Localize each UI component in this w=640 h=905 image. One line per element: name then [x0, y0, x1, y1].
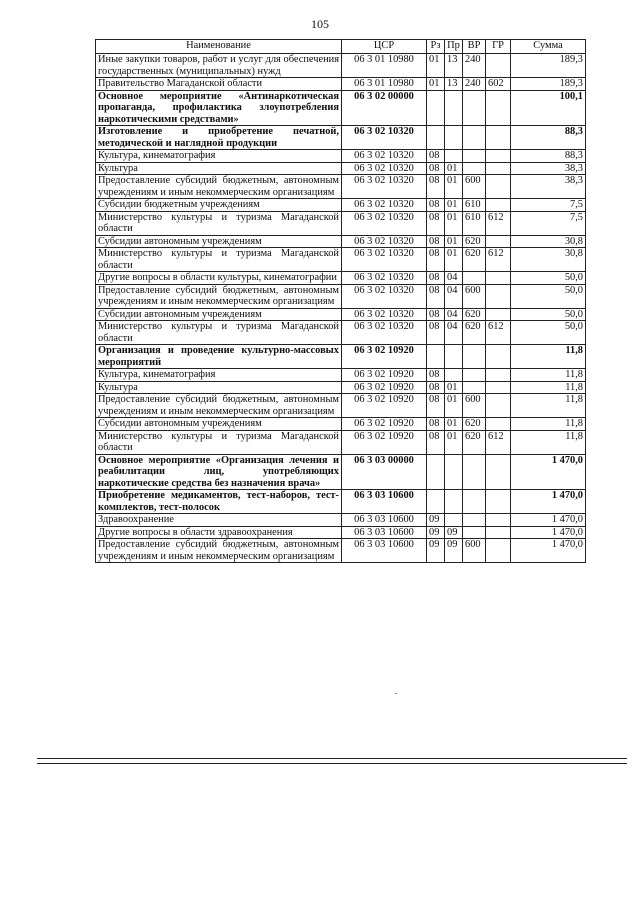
- table-row: [96, 308, 586, 321]
- cell-csr: 06 3 02 10320: [342, 321, 427, 345]
- cell-rz: 08: [427, 308, 445, 321]
- cell-vr: [463, 490, 486, 514]
- cell-gr: [486, 175, 511, 199]
- cell-csr: 06 3 02 10320: [342, 272, 427, 285]
- cell-gr: 612: [486, 211, 511, 235]
- table-row: [96, 211, 586, 235]
- cell-pr: 01: [445, 235, 463, 248]
- cell-pr: 09: [445, 539, 463, 563]
- cell-sum: 11,8: [511, 430, 586, 454]
- cell-name: Изготовление и приобретение печатной, методической и наглядной продукции: [96, 126, 342, 150]
- cell-csr: 06 3 03 00000: [342, 454, 427, 490]
- cell-vr: [463, 526, 486, 539]
- cell-name: Субсидии автономным учреждениям: [96, 308, 342, 321]
- cell-gr: 612: [486, 321, 511, 345]
- header-csr: ЦСР: [342, 40, 427, 54]
- cell-gr: 612: [486, 430, 511, 454]
- cell-rz: 08: [427, 162, 445, 175]
- cell-name: Здравоохранение: [96, 514, 342, 527]
- cell-rz: 08: [427, 199, 445, 212]
- page-rule-bottom: [37, 763, 627, 764]
- cell-sum: 1 470,0: [511, 514, 586, 527]
- cell-sum: 11,8: [511, 418, 586, 431]
- table-row: [96, 235, 586, 248]
- cell-csr: 06 3 02 10320: [342, 235, 427, 248]
- cell-vr: 620: [463, 235, 486, 248]
- cell-vr: 620: [463, 248, 486, 272]
- cell-gr: [486, 54, 511, 78]
- cell-name: Основное мероприятие «Антинаркотическая пропаганда, профилактика злоупотребления наркотическими средствами»: [96, 90, 342, 126]
- cell-rz: 09: [427, 539, 445, 563]
- cell-vr: 600: [463, 175, 486, 199]
- cell-rz: 09: [427, 526, 445, 539]
- table-row: [96, 514, 586, 527]
- cell-vr: 620: [463, 430, 486, 454]
- cell-gr: [486, 526, 511, 539]
- table-row: [96, 381, 586, 394]
- table-row: [96, 78, 586, 91]
- cell-gr: [486, 539, 511, 563]
- cell-rz: 08: [427, 284, 445, 308]
- table-row: [96, 162, 586, 175]
- table-row: [96, 345, 586, 369]
- cell-rz: 08: [427, 430, 445, 454]
- cell-name: Предоставление субсидий бюджетным, автономным учреждениям и иным некоммерческим организациям: [96, 175, 342, 199]
- cell-vr: 620: [463, 308, 486, 321]
- header-vr: ВР: [463, 40, 486, 54]
- cell-pr: [445, 490, 463, 514]
- cell-name: Культура: [96, 162, 342, 175]
- cell-vr: [463, 345, 486, 369]
- cell-pr: 04: [445, 308, 463, 321]
- cell-name: Приобретение медикаментов, тест-наборов, тест-комплектов, тест-полосок: [96, 490, 342, 514]
- cell-vr: 600: [463, 284, 486, 308]
- cell-name: Субсидии бюджетным учреждениям: [96, 199, 342, 212]
- cell-rz: 08: [427, 175, 445, 199]
- cell-csr: 06 3 02 10320: [342, 150, 427, 163]
- cell-rz: 09: [427, 514, 445, 527]
- cell-vr: [463, 150, 486, 163]
- cell-gr: [486, 126, 511, 150]
- cell-sum: 50,0: [511, 284, 586, 308]
- table-row: [96, 126, 586, 150]
- cell-csr: 06 3 02 10920: [342, 430, 427, 454]
- cell-pr: [445, 369, 463, 382]
- scan-speck: [395, 693, 397, 694]
- cell-csr: 06 3 02 10320: [342, 211, 427, 235]
- cell-csr: 06 3 02 10920: [342, 369, 427, 382]
- cell-sum: 50,0: [511, 321, 586, 345]
- cell-sum: 11,8: [511, 345, 586, 369]
- cell-rz: 08: [427, 150, 445, 163]
- header-sum: Сумма: [511, 40, 586, 54]
- header-gr: ГР: [486, 40, 511, 54]
- budget-table: [95, 39, 586, 563]
- cell-pr: 09: [445, 526, 463, 539]
- cell-pr: 01: [445, 394, 463, 418]
- cell-vr: 610: [463, 199, 486, 212]
- cell-sum: 11,8: [511, 381, 586, 394]
- cell-sum: 30,8: [511, 248, 586, 272]
- cell-sum: 7,5: [511, 199, 586, 212]
- cell-csr: 06 3 02 10920: [342, 418, 427, 431]
- cell-vr: [463, 369, 486, 382]
- cell-gr: [486, 235, 511, 248]
- table-row: [96, 54, 586, 78]
- cell-pr: 01: [445, 199, 463, 212]
- cell-name: Министерство культуры и туризма Магаданской области: [96, 321, 342, 345]
- cell-rz: 08: [427, 418, 445, 431]
- cell-vr: 600: [463, 394, 486, 418]
- cell-gr: [486, 418, 511, 431]
- cell-pr: 13: [445, 54, 463, 78]
- cell-gr: [486, 369, 511, 382]
- cell-gr: [486, 308, 511, 321]
- cell-name: Основное мероприятие «Организация лечения и реабилитации лиц, употребляющих наркотические средства без назначения врача»: [96, 454, 342, 490]
- cell-pr: 04: [445, 284, 463, 308]
- cell-rz: 08: [427, 272, 445, 285]
- cell-pr: [445, 454, 463, 490]
- cell-pr: 01: [445, 175, 463, 199]
- cell-gr: [486, 272, 511, 285]
- cell-name: Министерство культуры и туризма Магаданской области: [96, 248, 342, 272]
- cell-name: Иные закупки товаров, работ и услуг для обеспечения государственных (муниципальных) нужд: [96, 54, 342, 78]
- cell-sum: 38,3: [511, 175, 586, 199]
- table-row: [96, 150, 586, 163]
- cell-sum: 189,3: [511, 54, 586, 78]
- cell-sum: 38,3: [511, 162, 586, 175]
- cell-name: Министерство культуры и туризма Магаданской области: [96, 211, 342, 235]
- table-row: [96, 248, 586, 272]
- cell-name: Предоставление субсидий бюджетным, автономным учреждениям и иным некоммерческим организациям: [96, 539, 342, 563]
- cell-vr: [463, 162, 486, 175]
- cell-sum: 1 470,0: [511, 454, 586, 490]
- cell-csr: 06 3 02 10320: [342, 284, 427, 308]
- cell-name: Другие вопросы в области культуры, кинематографии: [96, 272, 342, 285]
- cell-pr: 04: [445, 272, 463, 285]
- cell-rz: 08: [427, 369, 445, 382]
- cell-vr: 240: [463, 54, 486, 78]
- cell-sum: 30,8: [511, 235, 586, 248]
- cell-rz: [427, 454, 445, 490]
- cell-rz: 08: [427, 211, 445, 235]
- cell-gr: [486, 284, 511, 308]
- cell-rz: 08: [427, 321, 445, 345]
- cell-csr: 06 3 02 10320: [342, 199, 427, 212]
- cell-pr: 04: [445, 321, 463, 345]
- cell-gr: 602: [486, 78, 511, 91]
- cell-name: Субсидии автономным учреждениям: [96, 235, 342, 248]
- cell-csr: 06 3 03 10600: [342, 514, 427, 527]
- header-rz: Рз: [427, 40, 445, 54]
- table-row: [96, 369, 586, 382]
- cell-gr: [486, 514, 511, 527]
- cell-gr: [486, 345, 511, 369]
- cell-csr: 06 3 02 10320: [342, 126, 427, 150]
- cell-name: Субсидии автономным учреждениям: [96, 418, 342, 431]
- cell-gr: [486, 381, 511, 394]
- table-row: [96, 272, 586, 285]
- cell-name: Культура: [96, 381, 342, 394]
- cell-vr: [463, 90, 486, 126]
- cell-csr: 06 3 03 10600: [342, 526, 427, 539]
- cell-sum: 11,8: [511, 394, 586, 418]
- cell-csr: 06 3 02 10920: [342, 345, 427, 369]
- header-name: Наименование: [96, 40, 342, 54]
- cell-rz: 08: [427, 381, 445, 394]
- cell-pr: [445, 90, 463, 126]
- table-row: [96, 321, 586, 345]
- table-row: [96, 394, 586, 418]
- cell-csr: 06 3 02 10320: [342, 162, 427, 175]
- table-row: [96, 490, 586, 514]
- table-row: [96, 175, 586, 199]
- cell-vr: 620: [463, 321, 486, 345]
- cell-pr: 13: [445, 78, 463, 91]
- cell-sum: 100,1: [511, 90, 586, 126]
- cell-rz: 08: [427, 248, 445, 272]
- cell-vr: [463, 454, 486, 490]
- table-row: [96, 526, 586, 539]
- cell-rz: 01: [427, 78, 445, 91]
- cell-csr: 06 3 03 10600: [342, 490, 427, 514]
- cell-sum: 88,3: [511, 126, 586, 150]
- cell-sum: 189,3: [511, 78, 586, 91]
- cell-csr: 06 3 02 10320: [342, 308, 427, 321]
- cell-csr: 06 3 01 10980: [342, 78, 427, 91]
- header-pr: Пр: [445, 40, 463, 54]
- cell-csr: 06 3 02 00000: [342, 90, 427, 126]
- cell-name: Предоставление субсидий бюджетным, автономным учреждениям и иным некоммерческим организациям: [96, 284, 342, 308]
- cell-pr: 01: [445, 162, 463, 175]
- table-row: [96, 284, 586, 308]
- table-body: [96, 54, 586, 563]
- cell-name: Культура, кинематография: [96, 150, 342, 163]
- cell-vr: 620: [463, 418, 486, 431]
- cell-name: Предоставление субсидий бюджетным, автономным учреждениям и иным некоммерческим организациям: [96, 394, 342, 418]
- cell-name: Организация и проведение культурно-массовых мероприятий: [96, 345, 342, 369]
- cell-rz: [427, 126, 445, 150]
- cell-vr: 240: [463, 78, 486, 91]
- cell-gr: [486, 199, 511, 212]
- cell-gr: [486, 90, 511, 126]
- cell-rz: 08: [427, 394, 445, 418]
- cell-vr: [463, 126, 486, 150]
- table-row: [96, 539, 586, 563]
- cell-sum: 1 470,0: [511, 526, 586, 539]
- cell-csr: 06 3 02 10320: [342, 175, 427, 199]
- cell-pr: 01: [445, 430, 463, 454]
- table-row: [96, 418, 586, 431]
- table-row: [96, 430, 586, 454]
- cell-sum: 1 470,0: [511, 490, 586, 514]
- cell-name: Министерство культуры и туризма Магаданской области: [96, 430, 342, 454]
- cell-gr: [486, 150, 511, 163]
- page-number: 105: [311, 17, 329, 31]
- cell-name: Культура, кинематография: [96, 369, 342, 382]
- cell-rz: 08: [427, 235, 445, 248]
- cell-vr: 610: [463, 211, 486, 235]
- cell-vr: [463, 272, 486, 285]
- cell-name: Другие вопросы в области здравоохранения: [96, 526, 342, 539]
- cell-pr: [445, 126, 463, 150]
- cell-vr: 600: [463, 539, 486, 563]
- cell-vr: [463, 514, 486, 527]
- cell-rz: [427, 345, 445, 369]
- cell-gr: [486, 490, 511, 514]
- table-header-row: [96, 40, 586, 54]
- cell-rz: [427, 90, 445, 126]
- table-row: [96, 199, 586, 212]
- cell-rz: 01: [427, 54, 445, 78]
- cell-csr: 06 3 02 10920: [342, 381, 427, 394]
- cell-pr: [445, 514, 463, 527]
- cell-gr: [486, 394, 511, 418]
- cell-rz: [427, 490, 445, 514]
- table-row: [96, 90, 586, 126]
- cell-sum: 11,8: [511, 369, 586, 382]
- cell-sum: 7,5: [511, 211, 586, 235]
- cell-csr: 06 3 01 10980: [342, 54, 427, 78]
- cell-csr: 06 3 02 10920: [342, 394, 427, 418]
- page-rule-top: [37, 758, 627, 759]
- cell-csr: 06 3 02 10320: [342, 248, 427, 272]
- cell-name: Правительство Магаданской области: [96, 78, 342, 91]
- cell-sum: 88,3: [511, 150, 586, 163]
- cell-sum: 50,0: [511, 272, 586, 285]
- table-row: [96, 454, 586, 490]
- cell-gr: 612: [486, 248, 511, 272]
- cell-pr: 01: [445, 418, 463, 431]
- cell-pr: [445, 345, 463, 369]
- cell-gr: [486, 162, 511, 175]
- cell-pr: 01: [445, 211, 463, 235]
- cell-csr: 06 3 03 10600: [342, 539, 427, 563]
- cell-gr: [486, 454, 511, 490]
- cell-pr: [445, 150, 463, 163]
- cell-sum: 1 470,0: [511, 539, 586, 563]
- cell-pr: 01: [445, 248, 463, 272]
- cell-vr: [463, 381, 486, 394]
- cell-pr: 01: [445, 381, 463, 394]
- cell-sum: 50,0: [511, 308, 586, 321]
